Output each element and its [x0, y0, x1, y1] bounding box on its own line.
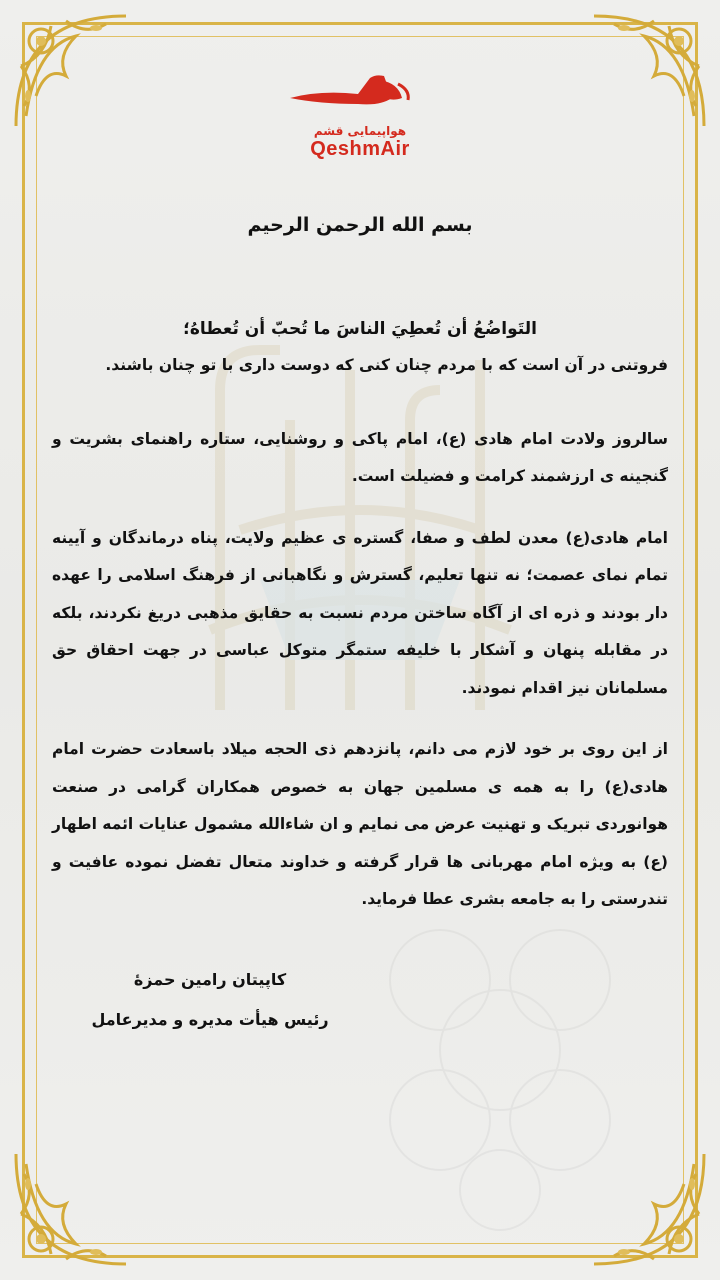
paragraph-birthday: سالروز ولادت امام هادی (ع)، امام پاکی و روشنایی، ستاره راهنمای بشریت و گنجینه ی ارزشمند کرامت و فضیلت است. — [52, 429, 668, 485]
hadith-arabic: التَواضُعُ أن تُعطِيَ الناسَ ما تُحبّ أن تُعطاهُ؛ — [183, 319, 537, 339]
letter-body — [52, 205, 668, 949]
corner-ornament-icon — [584, 1144, 714, 1274]
paragraph-imam-virtues: امام هادی(ع) معدن لطف و صفا، گستره ی عظیم ولایت، پناه درماندگان و آیینه تمام نمای عصمت؛ نه تنها تعلیم، گسترش و نگاهبانی از فرهنگ اسلامی را عهده دار بودند و ذره ای از آگاه ساختن مردم نسبت به حقایق مذهبی دریغ نکردند، بلکه در مقابله پنهان و آشکار با خلیفه ستمگر متوکل عباسی در جهت احقاق حق مسلمانان نیز اقدام نمودند. — [52, 528, 668, 697]
logo-english-text: QeshmAir — [310, 138, 410, 160]
hadith-translation: فروتنی در آن است که با مردم چنان کنی که دوست داری با تو چنان باشند. — [105, 356, 668, 374]
qeshm-air-logo — [280, 68, 440, 168]
basmala-heading: بسم الله الرحمن الرحیم — [247, 214, 473, 236]
corner-ornament-icon — [584, 6, 714, 136]
signature-block — [40, 960, 380, 1040]
logo-persian-text: هواپیمایی قشم — [313, 124, 407, 138]
corner-ornament-icon — [6, 6, 136, 136]
airline-emblem-icon — [280, 68, 440, 124]
paragraph-congratulations: از این روی بر خود لازم می دانم، پانزدهم ذی الحجه میلاد باسعادت حضرت امام هادی(ع) را به همه ی مسلمین جهان به خصوص همکاران گرامی در صنعت هوانوردی تبریک و تهنیت عرض می نمایم و ان شاءالله مشمول عنایات ائمه اطهار (ع) به ویژه امام مهربانی ها قرار گرفته و خداوند متعال تفضل نموده عافیت و تندرستی را به جامعه بشری عطا فرماید. — [52, 740, 668, 908]
corner-ornament-icon — [6, 1144, 136, 1274]
signer-name: کاپیتان رامین حمزهٔ — [133, 970, 287, 989]
signer-title: رئیس هیأت مدیره و مدیرعامل — [91, 1010, 329, 1029]
